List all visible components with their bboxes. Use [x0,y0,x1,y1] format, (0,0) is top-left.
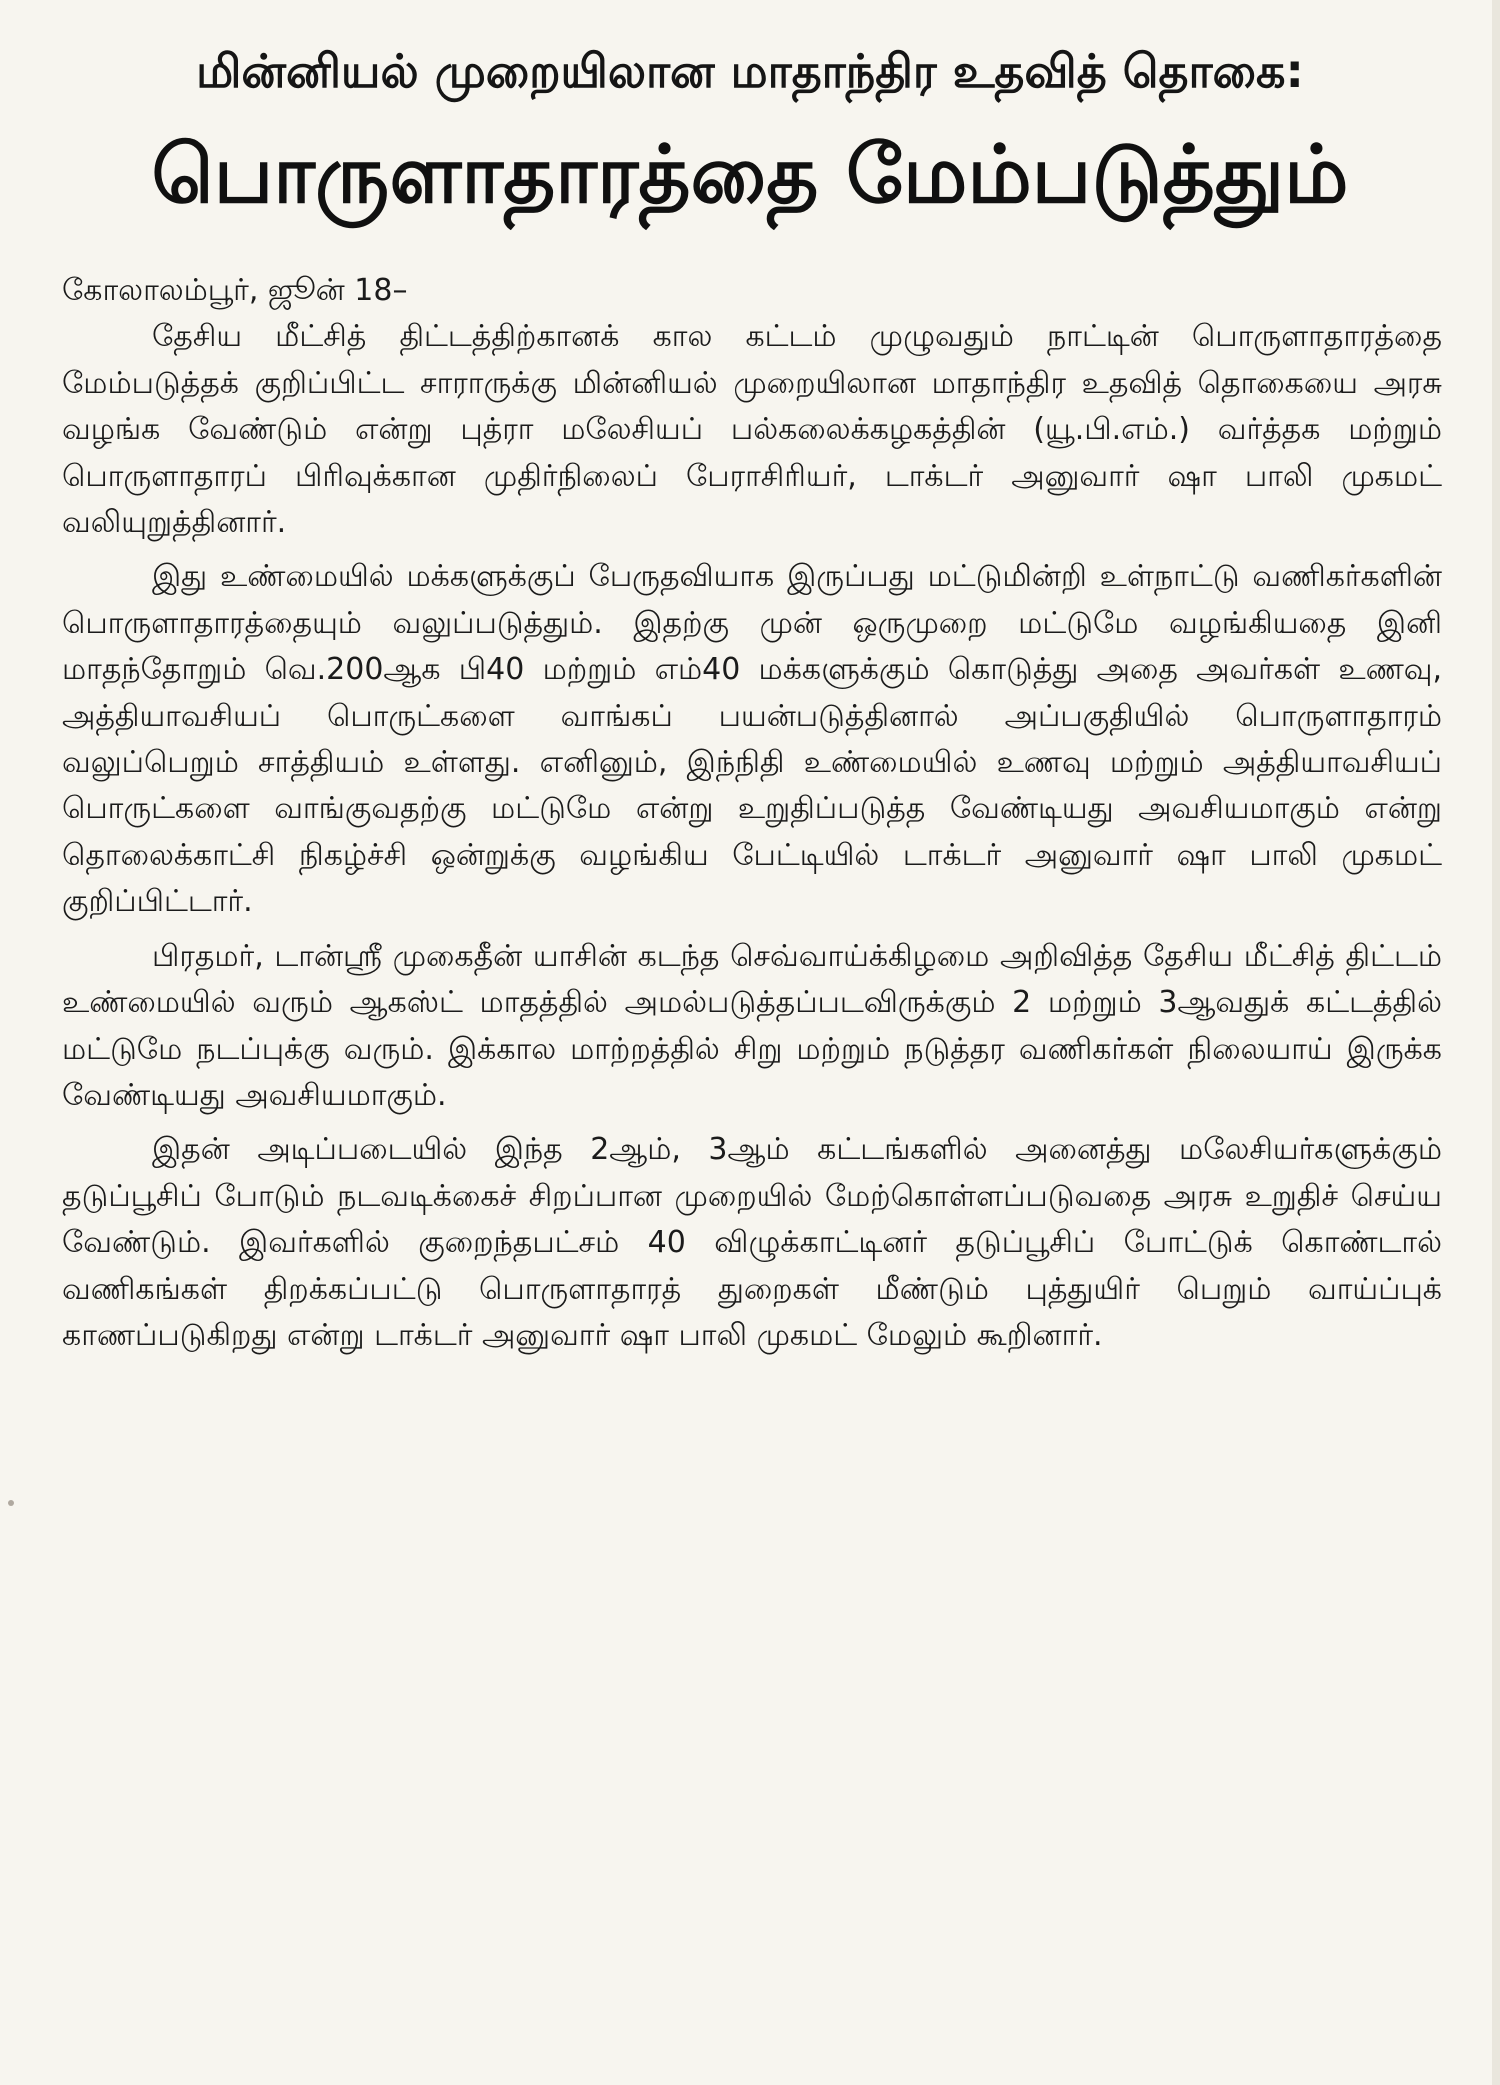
article-body [62,268,1442,1359]
paragraph-4: இதன் அடிப்படையில் இந்த 2ஆம், 3ஆம் கட்டங்களில் அனைத்து மலேசியர்களுக்கும் தடுப்பூசிப் போடும் நடவடிக்கைச் சிறப்பான முறையில் மேற்கொள்ளப்படுவதை அரசு உறுதிச் செய்ய வேண்டும். இவர்களில் குறைந்தபட்சம் 40 விழுக்காட்டினர் தடுப்பூசிப் போட்டுக் கொண்டால் வணிகங்கள் திறக்கப்பட்டு பொருளாதாரத் துறைகள் மீண்டும் புத்துயிர் பெறும் வாய்ப்புக் காணப்படுகிறது என்று டாக்டர் அனுவார் ஷா பாலி முகமட் மேலும் கூறினார். [62,1132,1442,1353]
paragraph-2: இது உண்மையில் மக்களுக்குப் பேருதவியாக இருப்பது மட்டுமின்றி உள்நாட்டு வணிகர்களின் பொருளாதாரத்தையும் வலுப்படுத்தும். இதற்கு முன் ஒருமுறை மட்டுமே வழங்கியதை இனி மாதந்தோறும் வெ.200ஆக பி40 மற்றும் எம்40 மக்களுக்கும் கொடுத்து அதை அவர்கள் உணவு, அத்தியாவசியப் பொருட்களை வாங்கப் பயன்படுத்தினால் அப்பகுதியில் பொருளாதாரம் வலுப்பெறும் சாத்தியம் உள்ளது. எனினும், இந்நிதி உண்மையில் உணவு மற்றும் அத்தியாவசியப் பொருட்களை வாங்குவதற்கு மட்டுமே என்று உறுதிப்படுத்த வேண்டியது அவசியமாகும் என்று தொலைக்காட்சி நிகழ்ச்சி ஒன்றுக்கு வழங்கிய பேட்டியில் டாக்டர் அனுவார் ஷா பாலி முகமட் குறிப்பிட்டார். [62,559,1442,920]
scan-edge [1492,0,1500,2085]
dateline: கோலாலம்பூர், ஜூன் 18– [62,273,408,308]
scan-speck [8,1500,14,1506]
paragraph-1: தேசிய மீட்சித் திட்டத்திற்கானக் கால கட்டம் முழுவதும் நாட்டின் பொருளாதாரத்தை மேம்படுத்தக் குறிப்பிட்ட சாராருக்கு மின்னியல் முறையிலான மாதாந்திர உதவித் தொகையை அரசு வழங்க வேண்டும் என்று புத்ரா மலேசியப் பல்கலைக்கழகத்தின் (யூ.பி.எம்.) வர்த்தக மற்றும் பொருளாதாரப் பிரிவுக்கான முதிர்நிலைப் பேராசிரியர், டாக்டர் அனுவார் ஷா பாலி முகமட் வலியுறுத்தினார். [62,319,1442,541]
headline-kicker: மின்னியல் முறையிலான மாதாந்திர உதவித் தொகை: [196,44,1304,98]
paragraph-3: பிரதமர், டான்ஸ்ரீ முகைதீன் யாசின் கடந்த செவ்வாய்க்கிழமை அறிவித்த தேசிய மீட்சித் திட்டம் உண்மையில் வரும் ஆகஸ்ட் மாதத்தில் அமல்படுத்தப்படவிருக்கும் 2 மற்றும் 3ஆவதுக் கட்டத்தில் மட்டுமே நடப்புக்கு வரும். இக்கால மாற்றத்தில் சிறு மற்றும் நடுத்தர வணிகர்கள் நிலையாய் இருக்க வேண்டியது அவசியமாகும். [62,938,1442,1113]
headline-main: பொருளாதாரத்தை மேம்படுத்தும் [151,128,1349,221]
